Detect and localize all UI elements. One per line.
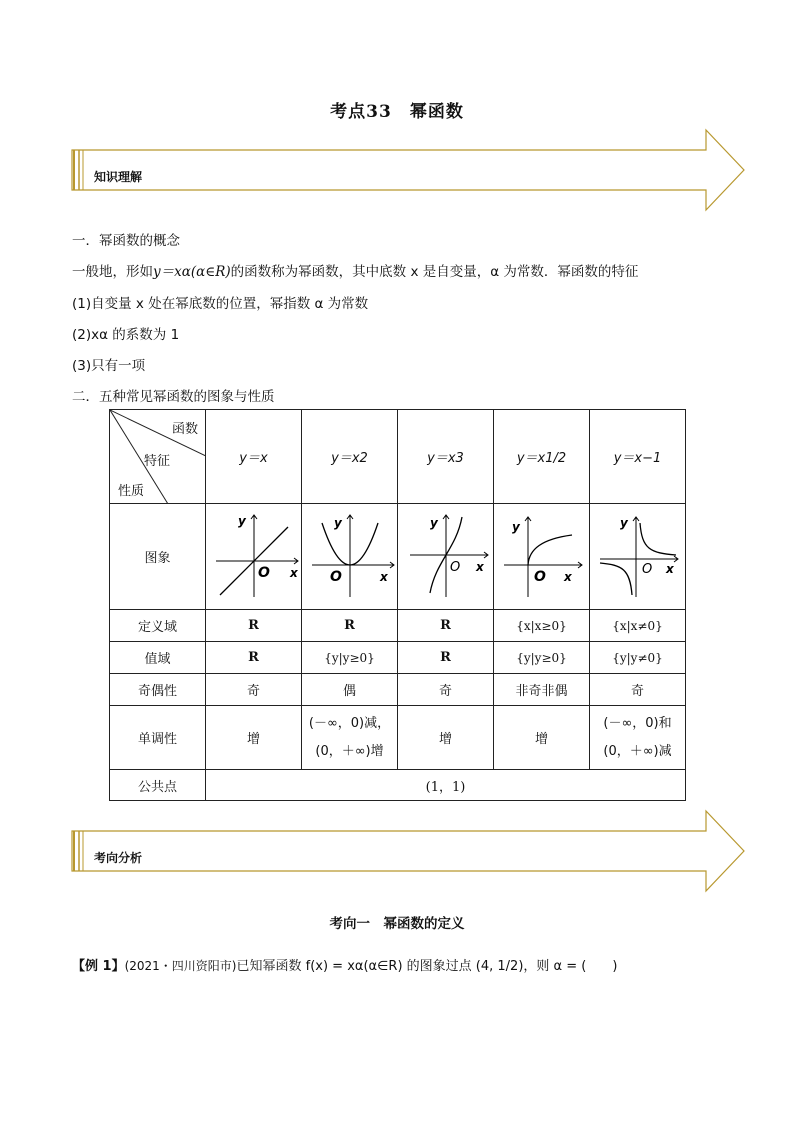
domain-3: R bbox=[398, 610, 494, 642]
parity-1: 奇 bbox=[206, 674, 302, 706]
part1-heading: 一．幂函数的概念 bbox=[72, 233, 180, 249]
section-banner-direction bbox=[70, 809, 746, 893]
svg-text:y: y bbox=[237, 513, 246, 528]
func-header-4: y＝x1/2 bbox=[494, 410, 590, 504]
feature-item-2: (2)xα 的系数为 1 bbox=[72, 327, 180, 343]
definition-line bbox=[72, 260, 638, 280]
svg-text:O: O bbox=[257, 564, 270, 581]
monotonic-3: 增 bbox=[398, 706, 494, 770]
example-text: 已知幂函数 f(x) = xα(α∈R) 的图象过点 (4, 1/2)，则 α = ( ) bbox=[236, 959, 618, 974]
example-1 bbox=[72, 955, 617, 974]
monotonic-5 bbox=[590, 706, 686, 770]
svg-text:O: O bbox=[641, 561, 652, 577]
range-1: R bbox=[206, 642, 302, 674]
range-3: R bbox=[398, 642, 494, 674]
monotonic-5-line-2: (0，＋∞)减 bbox=[603, 743, 672, 759]
def-prefix: 一般地，形如 bbox=[72, 264, 153, 280]
monotonic-2-line-2: (0，＋∞)增 bbox=[315, 743, 384, 759]
svg-text:O: O bbox=[329, 568, 342, 585]
common-point-label: 公共点 bbox=[110, 770, 206, 801]
svg-text:x: x bbox=[289, 565, 298, 580]
parity-4: 非奇非偶 bbox=[494, 674, 590, 706]
graph-cell-3 bbox=[398, 504, 494, 610]
power-function-table bbox=[109, 409, 686, 801]
arrow-banner-icon bbox=[70, 128, 746, 212]
func-header-5: y＝x−1 bbox=[590, 410, 686, 504]
func-header-2: y＝x2 bbox=[302, 410, 398, 504]
arrow-banner-icon bbox=[70, 809, 746, 893]
def-suffix: 的函数称为幂函数，其中底数 x 是自变量，α 为常数．幂函数的特征 bbox=[230, 264, 639, 280]
svg-text:y: y bbox=[619, 515, 628, 530]
monotonic-2 bbox=[302, 706, 398, 770]
svg-text:y: y bbox=[333, 515, 342, 530]
monotonic-2-line-1: (－∞，0)减， bbox=[308, 715, 391, 731]
monotonic-label: 单调性 bbox=[110, 706, 206, 770]
subsection-title: 考向一 幂函数的定义 bbox=[329, 916, 465, 932]
part2-heading: 二．五种常见幂函数的图象与性质 bbox=[72, 389, 275, 405]
graph-square-icon bbox=[304, 509, 396, 601]
section-banner-knowledge bbox=[70, 128, 746, 212]
func-header-1: y＝x bbox=[206, 410, 302, 504]
def-formula: y＝xα(α∈R) bbox=[153, 264, 231, 280]
graph-linear-icon bbox=[208, 509, 300, 601]
monotonic-5-line-1: (－∞，0)和 bbox=[603, 715, 672, 731]
feature-item-1: (1)自变量 x 处在幂底数的位置，幂指数 α 为常数 bbox=[72, 296, 369, 312]
svg-text:x: x bbox=[665, 561, 674, 576]
corner-bottom-label: 性质 bbox=[118, 484, 145, 499]
graph-reciprocal-icon bbox=[592, 509, 684, 601]
domain-1: R bbox=[206, 610, 302, 642]
banner-label: 考向分析 bbox=[94, 851, 143, 865]
domain-5: {x|x≠0} bbox=[590, 610, 686, 642]
svg-text:x: x bbox=[475, 559, 484, 574]
graph-sqrt-icon bbox=[496, 509, 588, 601]
svg-text:x: x bbox=[563, 569, 572, 584]
svg-text:y: y bbox=[429, 515, 438, 530]
parity-5: 奇 bbox=[590, 674, 686, 706]
banner-label: 知识理解 bbox=[94, 170, 143, 184]
range-label: 值域 bbox=[110, 642, 206, 674]
func-header-3: y＝x3 bbox=[398, 410, 494, 504]
svg-text:O: O bbox=[449, 559, 460, 575]
domain-label: 定义域 bbox=[110, 610, 206, 642]
feature-item-3: (3)只有一项 bbox=[72, 358, 146, 374]
parity-label: 奇偶性 bbox=[110, 674, 206, 706]
image-row-label: 图象 bbox=[110, 504, 206, 610]
parity-3: 奇 bbox=[398, 674, 494, 706]
svg-text:y: y bbox=[511, 519, 520, 534]
corner-top-label: 函数 bbox=[172, 422, 199, 437]
monotonic-1: 增 bbox=[206, 706, 302, 770]
range-5: {y|y≠0} bbox=[590, 642, 686, 674]
graph-cell-5 bbox=[590, 504, 686, 610]
svg-text:O: O bbox=[533, 568, 546, 585]
domain-2: R bbox=[302, 610, 398, 642]
range-4: {y|y≥0} bbox=[494, 642, 590, 674]
svg-text:x: x bbox=[379, 569, 388, 584]
range-2: {y|y≥0} bbox=[302, 642, 398, 674]
example-source: (2021・四川资阳市) bbox=[124, 959, 237, 973]
graph-cubic-icon bbox=[400, 509, 492, 601]
graph-cell-1 bbox=[206, 504, 302, 610]
common-point-value: (1，1) bbox=[206, 770, 686, 801]
corner-cell bbox=[110, 410, 206, 504]
page-title: 考点33 幂函数 bbox=[330, 102, 464, 122]
graph-cell-4 bbox=[494, 504, 590, 610]
domain-4: {x|x≥0} bbox=[494, 610, 590, 642]
parity-2: 偶 bbox=[302, 674, 398, 706]
graph-cell-2 bbox=[302, 504, 398, 610]
monotonic-4: 增 bbox=[494, 706, 590, 770]
corner-mid-label: 特征 bbox=[144, 454, 171, 469]
example-tag: 【例 1】 bbox=[72, 959, 125, 974]
